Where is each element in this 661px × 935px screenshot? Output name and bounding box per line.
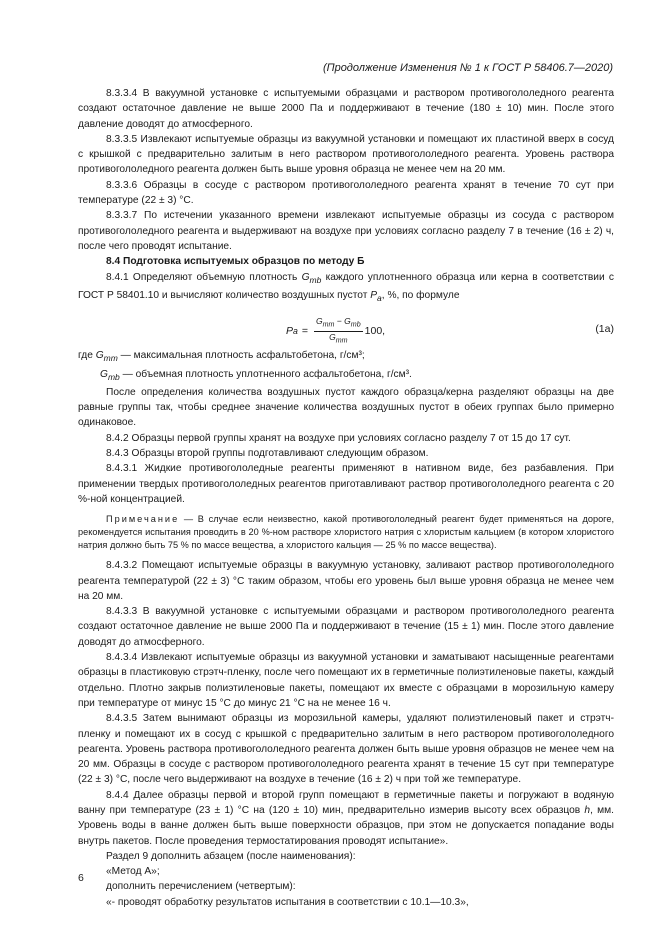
paragraph-8-4-3-3: 8.4.3.3 В вакуумной установке с испытуемыми образцами и раствором противогололедного реагента создают остаточное давление не выше 2000 Па и поддерживают в течение (15 ± 1) мин. После этого давление доводят до атмосферного. (78, 606, 614, 648)
note-text: — В случае если неизвестно, какой противогололедный реагент будет применяться на дороге, рекомендуется испытания проводить в 20 %-ном растворе хлористого натрия с хлористым кальцием (в котором хлористого натрия должно быть 75 % по массе вещества, а хлористого кальция — 25 % по массе вещества). (78, 514, 614, 551)
page-number: 6 (78, 872, 84, 884)
paragraph-8-4-1: 8.4.1 Определяют объемную плотность $G_{mb}$ каждого уплотненного образца или керна в соответствии с ГОСТ Р 58401.10 и вычисляют количество воздушных пустот $P_a$, %, по формуле (78, 271, 614, 303)
amendment-line-3: дополнить перечислением (четвертым): (106, 881, 296, 893)
paragraph-8-4-2: 8.4.2 Образцы первой группы хранят на воздухе при условиях согласно разделу 7 от 15 до 17 сут. (106, 432, 571, 444)
amendment-line-4: «- проводят обработку результатов испытания в соответствии с 10.1—10.3», (106, 896, 469, 908)
formula-number: (1а) (595, 323, 614, 336)
formula-expression: P a = $\frac{G_{mm} - G_{mb}}{G_{mm}}$ 100, (286, 316, 386, 345)
formula-definitions (78, 348, 614, 385)
amendment-line-2: «Метод А»; (106, 866, 160, 878)
document-body (78, 86, 614, 910)
amendment-line-1: Раздел 9 дополнить абзацем (после наименования): (106, 850, 356, 862)
definition-gmb: $G_{mb}$ — объемная плотность уплотненного асфальтобетона, г/см³. (100, 368, 412, 382)
note-block (78, 513, 614, 552)
paragraph-8-4-3-4: 8.4.3.4 Извлекают испытуемые образцы из вакуумной установки и заматывают насыщенные реагентами образцы в пластиковую стрэтч-пленку, после чего помещают их в герметичные полиэтиленовые пакеты, каждый отдельно. Плотно закрыв полиэтиленовые пакеты, помещают их вместе с образцами в морозильную камеру при температуре от минус 15 °С до минус 21 °С на не менее 16 ч. (78, 652, 614, 709)
paragraph-grouping: После определения количества воздушных пустот каждого образца/керна разделяют образцы на две равные группы так, чтобы среднее значение количества воздушных пустот в обеих группах было примерно одинаковое. (78, 386, 614, 429)
paragraph-8-4-3: 8.4.3 Образцы второй группы подготавливают следующим образом. (106, 448, 429, 460)
paragraph-8-3-3-5: 8.3.3.5 Извлекают испытуемые образцы из вакуумной установки и помещают их пластиной вверх в сосуд с крышкой с предварительно залитым в него раствором противогололедного реагента. Уровень раствора противогололедного реагента должен быть выше уровня образца не менее чем на 20 мм. (78, 133, 614, 176)
paragraph-8-3-3-4: 8.3.3.4 В вакуумной установке с испытуемыми образцами и раствором противогололедного реагента создают остаточное давление не выше 2000 Па и поддерживают в течение (180 ± 10) мин. После этого давление доводят до атмосферного. (78, 88, 614, 130)
paragraph-8-4-3-1: 8.4.3.1 Жидкие противогололедные реагенты применяют в нативном виде, без разбавления. При применении твердых противогололедных реагентов приготавливают раствор противогололедного реагента с 20 %-ной концентрацией. (78, 463, 614, 505)
definition-gmm: где $G_{mm}$ — максимальная плотность асфальтобетона, г/см³; (78, 350, 365, 364)
paragraph-8-3-3-6: 8.3.3.6 Образцы в сосуде с раствором противогололедного реагента хранят в течение 70 сут при температуре (22 ± 3) °С. (78, 179, 614, 207)
formula-1a (78, 310, 614, 346)
running-header: (Продолжение Изменения № 1 к ГОСТ Р 58406.7—2020) (322, 62, 613, 74)
paragraph-8-4-3-5: 8.4.3.5 Затем вынимают образцы из морозильной камеры, удаляют полиэтиленовый пакет и стрэтч-пленку и помещают их в сосуд с крышкой с предварительно залитым в него раствором противогололедного реагента. Уровень раствора противогололедного реагента должен быть выше уровня образцов не менее чем на 20 мм. Образцы в сосуде с раствором противогололедного реагента хранят в течение 15 сут при температуре (22 ± 3) °С, после чего выдерживают на воздухе в течение (16 ± 2) ч при той же температуре. (78, 713, 614, 786)
note-label: Примечание (106, 514, 180, 525)
paragraph-8-3-3-7: 8.3.3.7 По истечении указанного времени извлекают испытуемые образцы из сосуда с раствором противогололедного реагента и выдерживают на воздухе при условиях согласно разделу 7 в течение (16 ± 2) ч, после чего проводят испытание. (78, 210, 614, 252)
paragraph-8-4-3-2: 8.4.3.2 Помещают испытуемые образцы в вакуумную установку, заливают раствор противогололедного реагента температурой (22 ± 3) °С таким образом, чтобы его уровень был выше уровня образца не менее чем на 20 мм. (78, 560, 614, 602)
paragraph-8-4-4: 8.4.4 Далее образцы первой и второй групп помещают в герметичные пакеты и погружают в водяную ванну при температуре (23 ± 1) °С на (120 ± 10) мин, предварительно измерив высоту всех образцов h, мм. Уровень воды в ванне должен быть выше поверхности образцов, при этом не допускается попадание воды внутрь пакетов. После проведения термостатирования проводят испытание». (78, 789, 614, 847)
formula-fraction: $\frac{G_{mm} - G_{mb}}{G_{mm}}$ (316, 316, 361, 345)
section-heading-8-4: 8.4 Подготовка испытуемых образцов по методу Б (106, 256, 365, 268)
